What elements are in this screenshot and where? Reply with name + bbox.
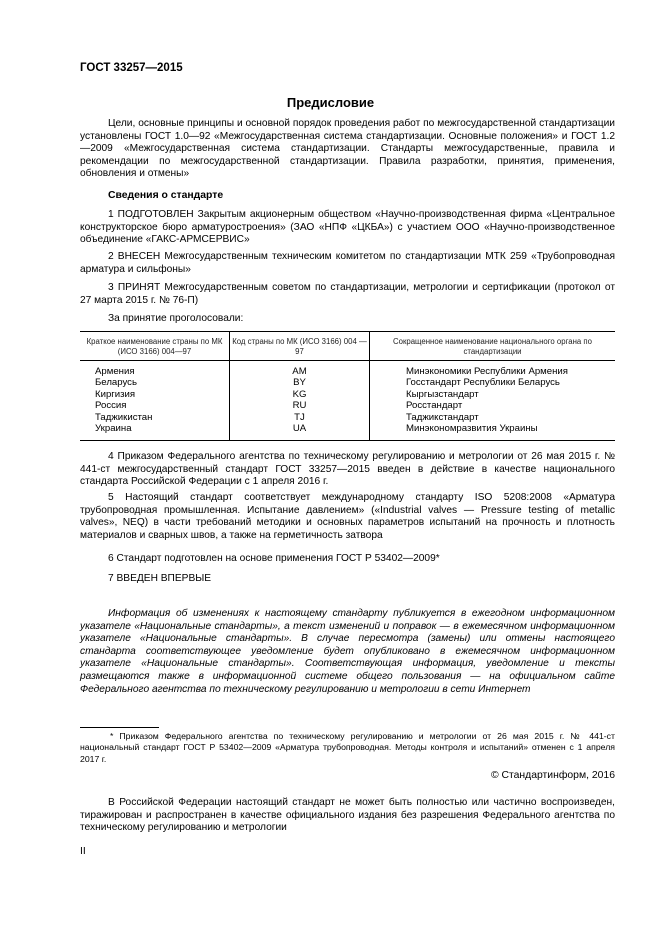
table-header-code: Код страны по МК (ИСО 3166) 004 —97 <box>230 332 370 361</box>
table-row <box>80 400 615 411</box>
voting-table <box>80 331 615 441</box>
table-header-body: Сокращенное наименование национального органа по стандартизации <box>370 332 616 361</box>
table-cell-country: Украина <box>95 423 132 435</box>
rights-notice: В Российской Федерации настоящий стандарт не может быть полностью или частично воспроизведен, тиражирован и распространен в качестве официального издания без разрешения Федерального агентства по техническому регулированию и метрологии <box>80 797 615 834</box>
table-cell-code: AM <box>230 361 370 378</box>
table-cell-code: KG <box>230 389 370 400</box>
item-1-block <box>80 209 615 247</box>
info-notice-block <box>80 608 615 696</box>
voted-block <box>80 313 615 326</box>
table-cell-country: Армения <box>95 366 135 377</box>
standard-info-heading: Сведения о стандарте <box>108 190 224 201</box>
item-6-block <box>80 553 615 566</box>
table-cell-body: Госстандарт Республики Беларусь <box>370 377 616 388</box>
item-2-block <box>80 251 615 276</box>
page-number: II <box>80 846 86 857</box>
foreword-title: Предисловие <box>286 95 375 110</box>
item-7-block <box>80 573 615 586</box>
standard-info-block <box>80 190 615 201</box>
table-cell-body: Минэкономики Республики Армения <box>370 361 616 378</box>
table-cell-country: Таджикистан <box>95 411 153 423</box>
table-cell-code: TJ <box>230 412 370 423</box>
table-row <box>80 361 615 378</box>
item-4-block <box>80 451 615 489</box>
voted-label: За принятие проголосовали: <box>108 313 244 324</box>
item-1: 1 ПОДГОТОВЛЕН Закрытым акционерным обществом «Научно-производственная фирма «Центральное конструкторское бюро арматуростроения» (ЗАО «НПФ «ЦКБА») с участием ООО «Научно-производственное объединение «ГАКС-АРМСЕРВИС» <box>80 209 615 246</box>
item-4: 4 Приказом Федерального агентства по техническому регулированию и метрологии от 26 мая 2015 г. № 441-ст межгосударственный стандарт ГОСТ 33257—2015 введен в действие в качестве национального стандарта Российской Федерации с 1 апреля 2016 г. <box>80 451 615 488</box>
table-header-row <box>80 332 615 361</box>
rights-notice-block <box>80 797 615 835</box>
table-cell-code: UA <box>230 423 370 440</box>
table-header-country: Краткое наименование страны по МК (ИСО 3166) 004—97 <box>80 332 230 361</box>
table-cell-body: Кыргызстандарт <box>370 389 616 400</box>
table-cell-body: Росстандарт <box>370 400 616 411</box>
item-6: 6 Стандарт подготовлен на основе применения ГОСТ Р 53402—2009* <box>108 553 440 564</box>
footnote: * Приказом Федерального агентства по техническому регулированию и метрологии от 26 мая 2015 г. № 441-ст национальный стандарт ГОСТ Р 53402—2009 «Арматура трубопроводная. Методы контроля и испытаний» отменен с 1 апреля 2017 г. <box>80 731 615 764</box>
table-row <box>80 423 615 440</box>
document-id-header: ГОСТ 33257—2015 <box>80 62 183 74</box>
item-3-block <box>80 282 615 307</box>
foreword-intro: Цели, основные принципы и основной порядок проведения работ по межгосударственной стандартизации установлены ГОСТ 1.0—92 «Межгосударственная система стандартизации. Основные положения» и ГОСТ 1.2—2009 «Межгосударственная система стандартизации. Стандарты межгосударственные, правила и рекомендации по межгосударственной стандартизации. Правила разработки, принятия, применения, обновления и отмены» <box>80 118 615 180</box>
table-cell-country: Россия <box>95 400 127 412</box>
table-cell-code: RU <box>230 400 370 411</box>
table-cell-body: Таджикстандарт <box>370 412 616 423</box>
footnote-divider <box>80 727 159 728</box>
item-2: 2 ВНЕСЕН Межгосударственным техническим комитетом по стандартизации МТК 259 «Трубопроводная арматура и сильфоны» <box>80 251 615 275</box>
foreword-intro-block <box>80 118 615 181</box>
table-cell-country: Беларусь <box>95 377 137 389</box>
table-cell-code: BY <box>230 377 370 388</box>
item-5: 5 Настоящий стандарт соответствует международному стандарту ISO 5208:2008 «Арматура трубопроводная промышленная. Испытание давлением» («Industrial valves — Pressure testing of metallic valves», NEQ) в части требований методики и основных параметров испытаний на прочность и плотность материалов и сварных швов, а также на герметичность затвора <box>80 492 615 541</box>
table-cell-country: Киргизия <box>95 388 136 400</box>
item-7: 7 ВВЕДЕН ВПЕРВЫЕ <box>108 573 212 584</box>
item-3: 3 ПРИНЯТ Межгосударственным советом по стандартизации, метрологии и сертификации (протокол от 27 марта 2015 г. № 76-П) <box>80 282 615 306</box>
copyright: © Стандартинформ, 2016 <box>490 770 615 781</box>
table-row <box>80 412 615 423</box>
table-cell-body: Минэкономразвития Украины <box>370 423 616 440</box>
item-5-block <box>80 492 615 542</box>
table-row <box>80 377 615 388</box>
table-row <box>80 389 615 400</box>
info-notice: Информация об изменениях к настоящему стандарту публикуется в ежегодном информационном указателе «Национальные стандарты», а текст изменений и поправок — в ежемесячном информационном указателе «Национальные стандарты». В случае пересмотра (замены) или отмены настоящего стандарта соответствующее уведомление будет опубликовано в ежемесячном информационном указателе «Национальные стандарты». Соответствующая информация, уведомление и тексты размещаются также в информационной системе общего пользования — на официальном сайте Федерального агентства по техническому регулированию и метрологии в сети Интернет <box>80 608 615 695</box>
